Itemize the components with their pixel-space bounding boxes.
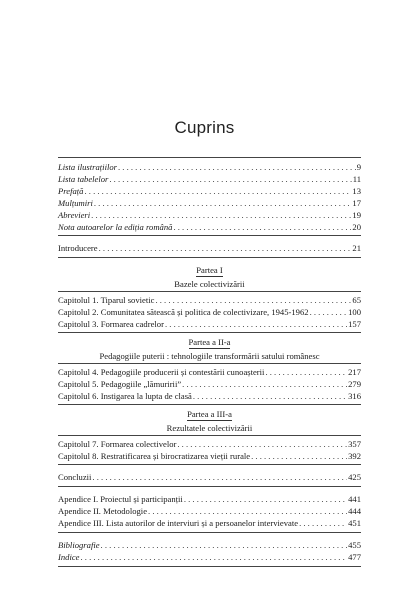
toc-entry-chapter-7[interactable]: Capitolul 7. Formarea colectivelor . . . 357 [58, 437, 361, 449]
toc-entry-illustrations[interactable]: Lista ilustrațiilor . . . 9 [58, 160, 361, 172]
divider [58, 235, 361, 236]
toc-entry-acknowledgements[interactable]: Mulțumiri . . . 17 [58, 196, 361, 208]
toc-entry-appendix-2[interactable]: Apendice II. Metodologie . . . 444 [58, 504, 361, 516]
divider [58, 464, 361, 465]
toc-entry-index[interactable]: Indice . . . 477 [58, 550, 361, 562]
part-heading-2: Partea a II-a [188, 337, 231, 347]
toc-entry-appendix-1[interactable]: Apendice I. Proiectul și participanții . . . 441 [58, 492, 361, 504]
toc-entry-authors-note[interactable]: Nota autoarelor la ediția română . . . 20 [58, 220, 361, 232]
page-title: Cuprins [174, 118, 235, 137]
part-subtitle-1: Bazele colectivizării [174, 279, 245, 289]
toc-entry-chapter-6[interactable]: Capitolul 6. Instigarea la lupta de clasă . . . 316 [58, 389, 361, 401]
divider [58, 404, 361, 405]
toc-entry-chapter-1[interactable]: Capitolul 1. Tiparul sovietic . . . 65 [58, 293, 361, 305]
toc-entry-tables[interactable]: Lista tabelelor . . . 11 [58, 172, 361, 184]
divider [58, 486, 361, 487]
divider [58, 157, 361, 158]
divider [58, 291, 361, 292]
part-subtitle-2: Pedagogiile puterii : tehnologiile transformării satului românesc [99, 351, 320, 361]
toc-entry-preface[interactable]: Prefață . . . 13 [58, 184, 361, 196]
toc-entry-appendix-3[interactable]: Apendice III. Lista autorilor de interviuri și a persoanelor intervievate . . . 451 [58, 516, 361, 528]
part-subtitle-3: Rezultatele colectivizării [166, 423, 253, 433]
toc-entry-chapter-8[interactable]: Capitolul 8. Restratificarea și birocratizarea vieții rurale . . . 392 [58, 449, 361, 461]
divider [58, 363, 361, 364]
part-heading-1: Partea I [196, 265, 223, 275]
divider [58, 257, 361, 258]
divider [58, 532, 361, 533]
toc-entry-conclusions[interactable]: Concluzii . . . 425 [58, 470, 361, 482]
toc-entry-introduction[interactable]: Introducere . . . 21 [58, 241, 361, 253]
toc-entry-chapter-5[interactable]: Capitolul 5. Pedagogiile „lămuririi” . . . 279 [58, 377, 361, 389]
toc-entry-chapter-4[interactable]: Capitolul 4. Pedagogiile producerii și contestării cunoașterii . . . 217 [58, 365, 361, 377]
divider [58, 332, 361, 333]
toc-entry-abbreviations[interactable]: Abrevieri . . . 19 [58, 208, 361, 220]
divider [58, 435, 361, 436]
divider [58, 566, 361, 567]
toc-entry-bibliography[interactable]: Bibliografie . . . 455 [58, 538, 361, 550]
part-heading-3: Partea a III-a [187, 409, 232, 419]
toc-entry-chapter-2[interactable]: Capitolul 2. Comunitatea sătească și politica de colectivizare, 1945-1962 . . . 100 [58, 305, 361, 317]
toc-entry-chapter-3[interactable]: Capitolul 3. Formarea cadrelor . . . 157 [58, 317, 361, 329]
